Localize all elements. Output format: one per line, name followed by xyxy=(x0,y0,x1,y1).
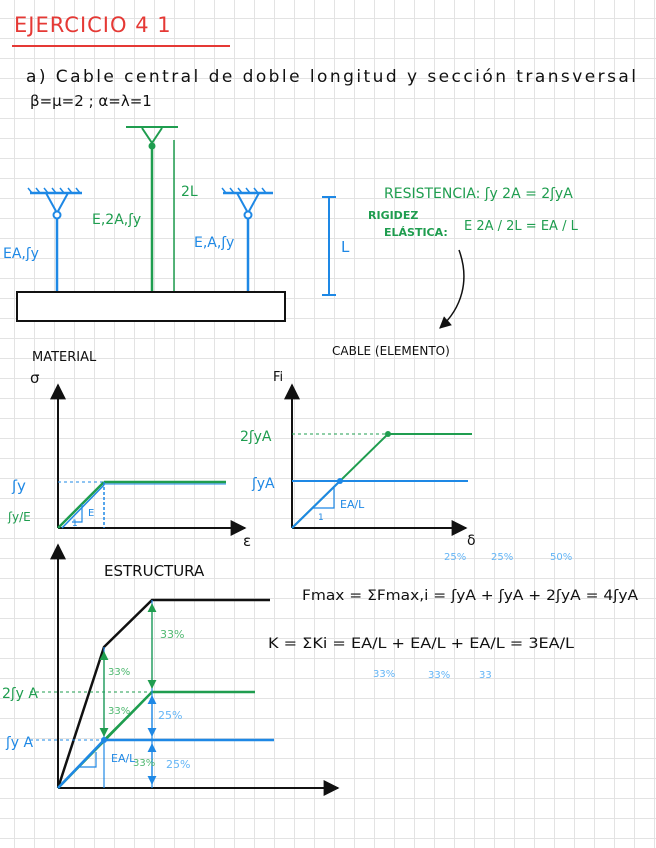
element-blue-elastic xyxy=(292,481,340,528)
cable-structure-diagram xyxy=(3,127,350,321)
estructura-pct-mid2: 25% xyxy=(158,709,183,722)
fmax-pct-3: 50% xyxy=(550,552,573,563)
estructura-green-level-label: 2ʃy A xyxy=(2,686,38,702)
summary-formulas xyxy=(268,552,638,681)
statement-line-2: β=μ=2 ; α=λ=1 xyxy=(30,92,152,110)
element-y-axis-label: Fi xyxy=(273,370,284,385)
exercise-title: EJERCICIO 4 1 xyxy=(14,13,172,37)
estructura-pct-side: 33% xyxy=(108,667,131,678)
element-blue-yield-point xyxy=(337,478,343,484)
center-hinge xyxy=(149,143,156,150)
title-block xyxy=(12,13,230,46)
estructura-pct-low: 33% xyxy=(133,758,156,769)
fmax-formula: Fmax = ΣFmax,i = ʃyA + ʃyA + 2ʃyA = 4ʃyA xyxy=(302,588,639,604)
element-properties-notes xyxy=(332,186,579,358)
estructura-slope-label: EA/L xyxy=(111,752,136,765)
estructura-pct-mid: 33% xyxy=(108,706,131,717)
element-slope-label: EA/L xyxy=(340,498,365,511)
center-cable-label: E,2A,ʃy xyxy=(92,212,142,228)
element-high-level-label: 2ʃyA xyxy=(240,429,272,445)
k-formula: K = ΣKi = EA/L + EA/L + EA/L = 3EA/L xyxy=(268,636,575,652)
right-cable-label: E,A,ʃy xyxy=(194,235,235,251)
estructura-pct-top: 33% xyxy=(160,628,185,641)
statement-line-1: a) Cable central de doble longitud y sección transversal xyxy=(26,67,636,87)
left-support-bracket xyxy=(46,193,68,213)
k-pct-1: 33% xyxy=(373,669,396,680)
rigidez-label-2: ELÁSTICA: xyxy=(384,226,448,239)
estructura-graph xyxy=(2,545,338,788)
k-pct-2: 33% xyxy=(428,670,451,681)
estructura-pct-low2: 25% xyxy=(166,758,191,771)
rigidez-expression: E 2A / 2L = EA / L xyxy=(464,219,578,234)
rigidez-label-1: RIGIDEZ xyxy=(368,209,419,222)
material-fy-over-label: ʃy/E xyxy=(8,510,31,524)
material-slope-e: E xyxy=(88,508,95,519)
material-title: MATERIAL xyxy=(32,350,97,365)
material-graph xyxy=(7,350,251,550)
material-y-axis-label: σ xyxy=(30,369,40,387)
element-graph xyxy=(240,370,476,549)
material-elastic-blue xyxy=(62,485,104,528)
curved-arrow xyxy=(440,250,464,328)
left-hinge xyxy=(54,212,61,219)
element-x-axis-label: δ xyxy=(467,533,476,549)
element-slope-one: 1 xyxy=(318,513,324,523)
material-slope-one: 1 xyxy=(72,519,78,529)
center-support-bracket xyxy=(142,128,162,143)
fmax-pct-2: 25% xyxy=(491,552,514,563)
cable-element-label: CABLE (ELEMENTO) xyxy=(332,344,450,358)
material-elastic-green xyxy=(58,482,104,528)
rigid-block xyxy=(17,292,285,321)
estructura-title: ESTRUCTURA xyxy=(104,562,205,580)
element-low-level-label: ʃyA xyxy=(252,476,275,492)
estructura-blue-level-label: ʃy A xyxy=(6,735,34,751)
center-length-label: 2L xyxy=(181,184,198,200)
material-x-axis-label: ε xyxy=(243,532,252,550)
material-fy-label: ʃy xyxy=(12,477,26,495)
resistencia-note: RESISTENCIA: ʃy 2A = 2ʃyA xyxy=(384,186,573,202)
right-support-bracket xyxy=(237,193,259,213)
side-length-label: L xyxy=(341,238,350,256)
fmax-pct-1: 25% xyxy=(444,552,467,563)
left-cable-label: EA,ʃy xyxy=(3,246,39,262)
element-green-yield-point xyxy=(385,431,391,437)
k-pct-3: 33 xyxy=(479,670,492,681)
right-hinge xyxy=(245,212,252,219)
